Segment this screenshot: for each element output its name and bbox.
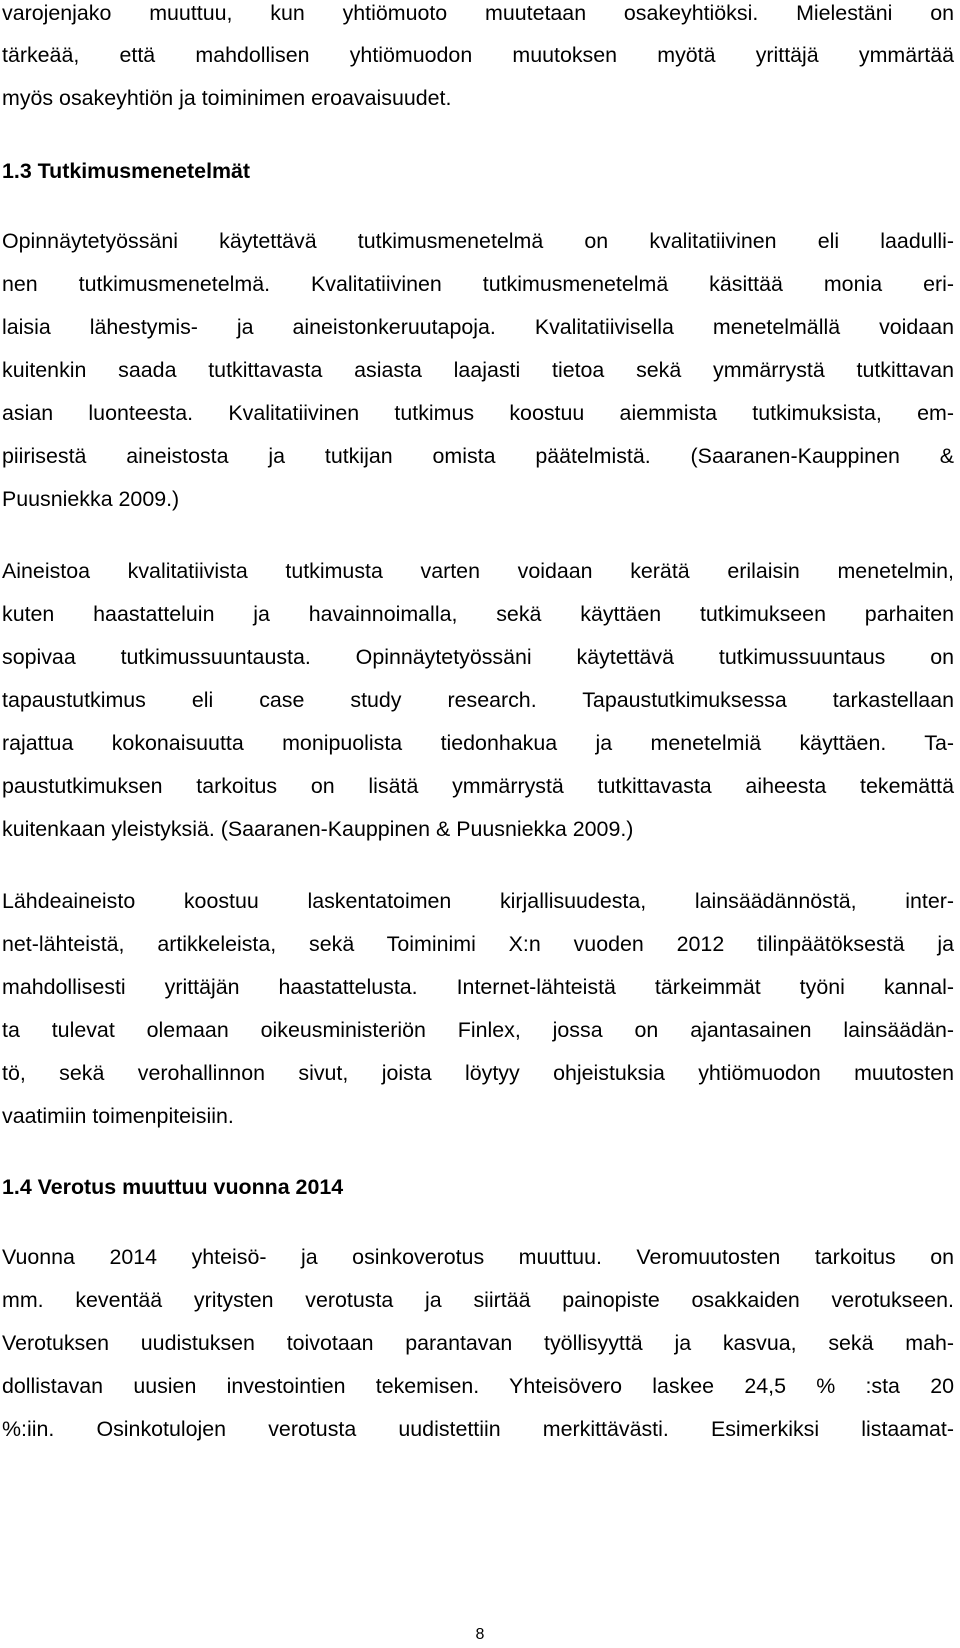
text-line: asian luonteesta. Kvalitatiivinen tutkimus koostuu aiemmista tutkimuksista, em- — [2, 401, 954, 425]
text-line: tärkeää, että mahdollisen yhtiömuodon muutoksen myötä yrittäjä ymmärtää — [2, 43, 954, 67]
text-line: Aineistoa kvalitatiivista tutkimusta varten voidaan kerätä erilaisin menetelmin, — [2, 559, 954, 583]
text-line: %:iin. Osinkotulojen verotusta uudistettiin merkittävästi. Esimerkiksi listaamat- — [2, 1417, 954, 1441]
text-line: Verotuksen uudistuksen toivotaan parantavan työllisyyttä ja kasvua, sekä mah- — [2, 1331, 954, 1355]
text-line: tö, sekä verohallinnon sivut, joista löytyy ohjeistuksia yhtiömuodon muutosten — [2, 1061, 954, 1085]
text-line: net-lähteistä, artikkeleista, sekä Toiminimi X:n vuoden 2012 tilinpäätöksestä ja — [2, 932, 954, 956]
text-line: sopivaa tutkimussuuntausta. Opinnäytetyössäni käytettävä tutkimussuuntaus on — [2, 645, 954, 669]
text-line: ta tulevat olemaan oikeusministeriön Finlex, jossa on ajantasainen lainsäädän- — [2, 1018, 954, 1042]
section-heading: 1.3 Tutkimusmenetelmät — [2, 159, 251, 183]
text-line: laisia lähestymis- ja aineistonkeruutapoja. Kvalitatiivisella menetelmällä voidaan — [2, 315, 954, 339]
text-line: mm. keventää yritysten verotusta ja siirtää painopiste osakkaiden verotukseen. — [2, 1288, 954, 1312]
text-line: varojenjako muuttuu, kun yhtiömuoto muutetaan osakeyhtiöksi. Mielestäni on — [2, 1, 954, 25]
text-line: myös osakeyhtiön ja toiminimen eroavaisuudet. — [2, 86, 452, 110]
text-line: kuten haastatteluin ja havainnoimalla, sekä käyttäen tutkimukseen parhaiten — [2, 602, 954, 626]
text-line: tapaustutkimus eli case study research. Tapaustutkimuksessa tarkastellaan — [2, 688, 954, 712]
text-line: paustutkimuksen tarkoitus on lisätä ymmärrystä tutkittavasta aiheesta tekemättä — [2, 774, 954, 798]
text-line: kuitenkaan yleistyksiä. (Saaranen-Kauppinen & Puusniekka 2009.) — [2, 817, 634, 841]
text-line: Puusniekka 2009.) — [2, 487, 180, 511]
text-line: vaatimiin toimenpiteisiin. — [2, 1104, 234, 1128]
text-line: nen tutkimusmenetelmä. Kvalitatiivinen tutkimusmenetelmä käsittää monia eri- — [2, 272, 954, 296]
text-line: rajattua kokonaisuutta monipuolista tiedonhakua ja menetelmiä käyttäen. Ta- — [2, 731, 954, 755]
page-number: 8 — [475, 1626, 485, 1643]
text-line: dollistavan uusien investointien tekemisen. Yhteisövero laskee 24,5 % :sta 20 — [2, 1374, 954, 1398]
text-line: Lähdeaineisto koostuu laskentatoimen kirjallisuudesta, lainsäädännöstä, inter- — [2, 889, 954, 913]
text-line: Opinnäytetyössäni käytettävä tutkimusmenetelmä on kvalitatiivinen eli laadulli- — [2, 229, 954, 253]
text-line: kuitenkin saada tutkittavasta asiasta laajasti tietoa sekä ymmärrystä tutkittavan — [2, 358, 954, 382]
text-line: mahdollisesti yrittäjän haastattelusta. Internet-lähteistä tärkeimmät työni kannal- — [2, 975, 954, 999]
section-heading: 1.4 Verotus muuttuu vuonna 2014 — [2, 1175, 344, 1199]
text-line: Vuonna 2014 yhteisö- ja osinkoverotus muuttuu. Veromuutosten tarkoitus on — [2, 1245, 954, 1269]
text-line: piirisestä aineistosta ja tutkijan omista päätelmistä. (Saaranen-Kauppinen & — [2, 444, 954, 468]
